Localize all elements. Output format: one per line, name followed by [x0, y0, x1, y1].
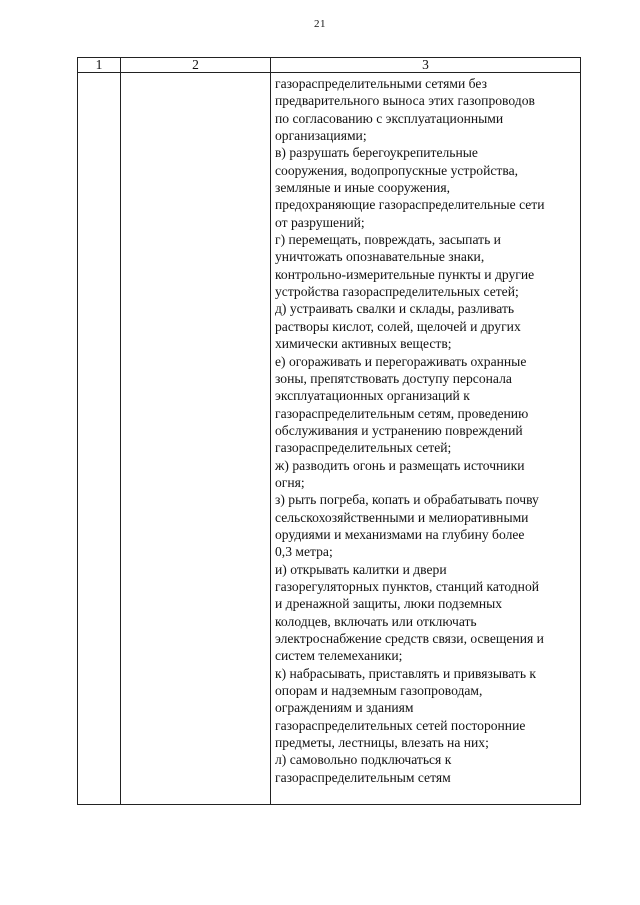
- text-line: контрольно-измерительные пункты и другие: [275, 266, 535, 282]
- text-line: устройства газораспределительных сетей;: [275, 284, 519, 300]
- text-line: газораспределительных сетей;: [275, 440, 452, 456]
- text-line: л) самовольно подключаться к: [275, 752, 452, 768]
- text-line: ограждениям и зданиям: [275, 700, 414, 716]
- text-line: электроснабжение средств связи, освещения и: [275, 631, 544, 646]
- text-line: по согласованию с эксплуатационными: [275, 110, 504, 126]
- text-line: сельскохозяйственными и мелиоративными: [275, 509, 529, 525]
- text-line: к) набрасывать, приставлять и привязывать к: [275, 665, 537, 681]
- text-line: газораспределительными сетями без: [275, 76, 487, 91]
- text-line: уничтожать опознавательные знаки,: [275, 249, 485, 265]
- text-line: газораспределительным сетям, проведению: [275, 405, 529, 421]
- text-line: предметы, лестницы, влезать на них;: [275, 735, 489, 751]
- text-line: опорам и надземным газопроводам,: [275, 683, 483, 699]
- document-table: [77, 57, 581, 805]
- text-line: ж) разводить огонь и размещать источники: [275, 457, 525, 473]
- text-line: е) огораживать и перегораживать охранные: [275, 353, 527, 369]
- text-line: организациями;: [275, 128, 367, 144]
- text-line: и) открывать калитки и двери: [275, 561, 447, 577]
- text-line: и дренажной защиты, люки подземных: [275, 596, 503, 612]
- column-header-1: 1: [78, 58, 121, 73]
- column-header-3: 3: [271, 58, 581, 73]
- text-line: з) рыть погреба, копать и обрабатывать почву: [275, 492, 539, 508]
- text-line: от разрушений;: [275, 214, 365, 230]
- text-line: предварительного выноса этих газопроводов: [275, 93, 535, 109]
- text-line: зоны, препятствовать доступу персонала: [275, 370, 512, 386]
- text-line: эксплуатационных организаций к: [275, 388, 470, 404]
- text-line: предохраняющие газораспределительные сети: [275, 197, 545, 213]
- text-line: обслуживания и устранению повреждений: [275, 422, 523, 438]
- text-line: земляные и иные сооружения,: [275, 180, 450, 196]
- table-cell-col1: [78, 73, 121, 805]
- table-cell-col3: [271, 73, 581, 805]
- text-line: химически активных веществ;: [275, 336, 452, 352]
- text-line: орудиями и механизмами на глубину более: [275, 526, 525, 542]
- table-row: [78, 73, 581, 805]
- text-line: колодцев, включать или отключать: [275, 613, 477, 629]
- text-line: газораспределительных сетей посторонние: [275, 717, 526, 733]
- text-line: в) разрушать берегоукрепительные: [275, 145, 478, 161]
- table-cell-col2: [121, 73, 271, 805]
- text-line: сооружения, водопропускные устройства,: [275, 162, 519, 178]
- table-header-row: [78, 58, 581, 73]
- text-line: газорегуляторных пунктов, станций катодной: [275, 578, 540, 594]
- column-header-2: 2: [121, 58, 271, 73]
- text-line: г) перемещать, повреждать, засыпать и: [275, 232, 501, 248]
- text-line: растворы кислот, солей, щелочей и других: [275, 318, 521, 334]
- text-line: д) устраивать свалки и склады, разливать: [275, 301, 515, 317]
- text-line: газораспределительным сетям: [275, 769, 451, 785]
- page-number: 21: [314, 18, 326, 30]
- text-line: систем телемеханики;: [275, 648, 403, 664]
- text-line: 0,3 метра;: [275, 544, 333, 560]
- text-line: огня;: [275, 474, 305, 490]
